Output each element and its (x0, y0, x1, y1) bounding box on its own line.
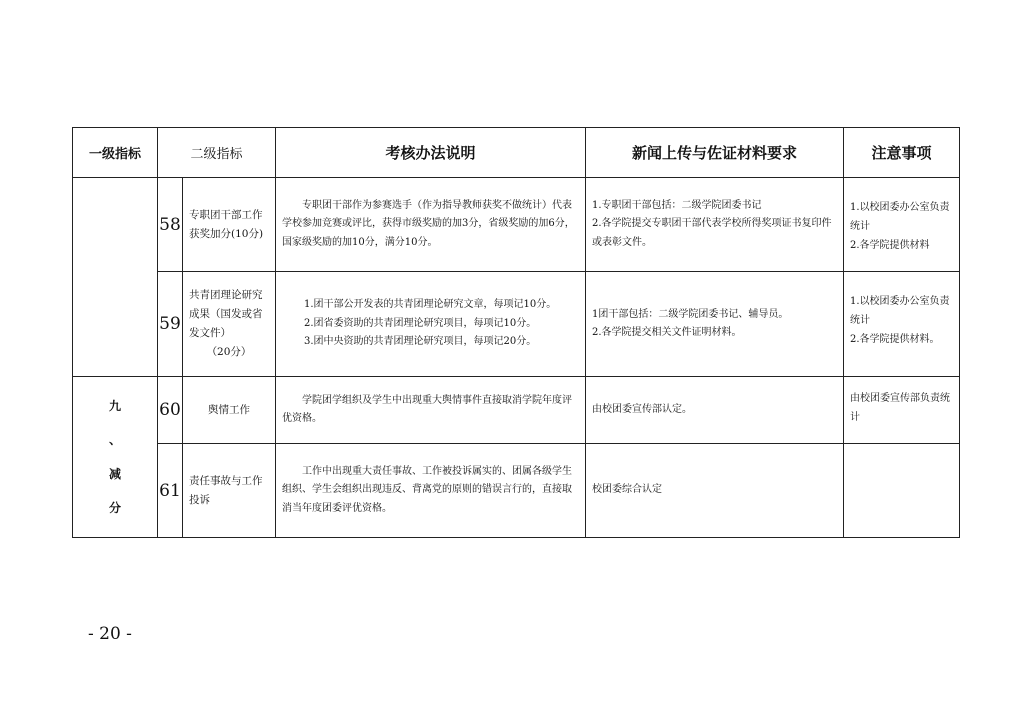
notes-cell-empty (844, 444, 960, 538)
item-name (183, 272, 276, 377)
material-requirements (586, 178, 844, 272)
material-requirements (586, 377, 844, 444)
note-line: 2.各学院提供材料。 (850, 334, 940, 345)
material-requirements (586, 272, 844, 377)
notes-cell (844, 377, 960, 444)
material-requirements (586, 444, 844, 538)
note-line: 2.各学院提供材料 (850, 240, 930, 251)
category-char: 九 (108, 399, 121, 413)
requirement-line: 1团干部包括：二级学院团委书记、辅导员。 (592, 308, 789, 320)
row-number: 59 (158, 272, 183, 377)
item-name: 舆情工作 (183, 377, 276, 444)
table-row (73, 178, 960, 272)
item-score: （20分） (206, 346, 252, 358)
method-description (276, 272, 586, 377)
category-char: 减 (108, 467, 121, 481)
note-line: 由校团委宣传部负责统计 (850, 393, 951, 423)
category-char: 分 (108, 501, 121, 515)
requirement-line: 校团委综合认定 (592, 484, 663, 496)
method-list-item: 2.团省委资助的共青团理论研究项目，每项记10分。 (304, 317, 537, 329)
method-description (276, 377, 586, 444)
category-cell-empty (73, 178, 158, 377)
method-list-item: 3.团中央资助的共青团理论研究项目，每项记20分。 (304, 336, 537, 348)
method-description (276, 444, 586, 538)
row-number: 58 (158, 178, 183, 272)
requirement-line: 2.各学院提交相关文件证明材料。 (592, 327, 742, 338)
header-row (73, 128, 960, 178)
item-name-text: 共青团理论研究成果（国发或省发文件） (189, 289, 263, 339)
note-line: 1.以校团委办公室负责统计 (850, 202, 950, 232)
method-list-item: 1.团干部公开发表的共青团理论研究文章，每项记10分。 (304, 299, 557, 311)
item-name: 责任事故与工作投诉 (183, 444, 276, 538)
table-row (73, 377, 960, 444)
header-level2: 二级指标 (158, 128, 276, 178)
header-method: 考核办法说明 (276, 128, 586, 178)
table-row (73, 444, 960, 538)
requirement-line: 1.专职团干部包括：二级学院团委书记 (592, 199, 762, 211)
category-deduction (73, 377, 158, 538)
row-number: 61 (158, 444, 183, 538)
header-notes: 注意事项 (844, 128, 960, 178)
item-name: 专职团干部工作获奖加分(10分) (183, 178, 276, 272)
table-row (73, 272, 960, 377)
requirement-line: 2.各学院提交专职团干部代表学校所得奖项证书复印件或表彰文件。 (592, 218, 832, 248)
category-char: 、 (108, 433, 121, 447)
method-description (276, 178, 586, 272)
header-materials: 新闻上传与佐证材料要求 (586, 128, 844, 178)
note-line: 1.以校团委办公室负责统计 (850, 296, 950, 326)
requirement-line: 由校团委宣传部认定。 (592, 403, 693, 415)
page-number: - 20 - (88, 624, 132, 644)
method-text: 专职团干部作为参赛选手（作为指导教师获奖不做统计）代表学校参加竞赛或评比，获得市级奖励的加3分，省级奖励的加6分，国家级奖励的加10分，满分10分。 (282, 199, 575, 248)
row-number: 60 (158, 377, 183, 444)
header-level1: 一级指标 (73, 128, 158, 178)
assessment-table (72, 127, 960, 538)
method-text: 学院团学组织及学生中出现重大舆情事件直接取消学院年度评优资格。 (282, 394, 573, 424)
method-text: 工作中出现重大责任事故、工作被投诉属实的、团属各级学生组织、学生会组织出现违反、背离党的原则的错误言行的，直接取消当年度团委评优资格。 (282, 465, 573, 514)
notes-cell (844, 272, 960, 377)
notes-cell (844, 178, 960, 272)
